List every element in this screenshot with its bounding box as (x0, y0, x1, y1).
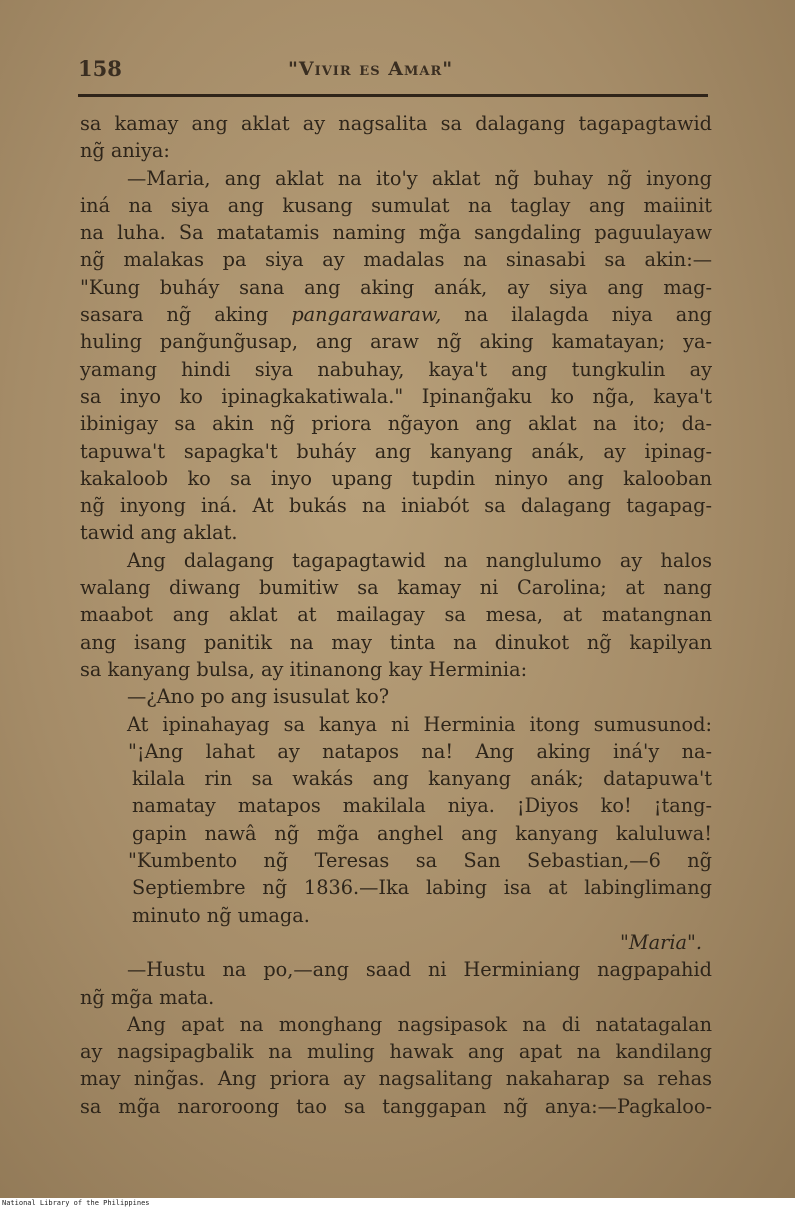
text-line: ng̃ malakas pa siya ay madalas na sinasabi sa akin:— (80, 248, 712, 272)
text-line: ng̃ mg̃a mata. (80, 985, 215, 1009)
letter-line: kilala rin sa wakás ang kanyang anák; datapuwa't (132, 767, 712, 791)
text-line: ng̃ inyong iná. At bukás na iniabót sa dalagang tagapag- (80, 494, 712, 518)
text-line-with-italic (80, 301, 712, 328)
letter-line: minuto ng̃ umaga. (132, 903, 310, 927)
text-line: Ang apat na monghang nagsipasok na di natatagalan (127, 1012, 712, 1036)
text-line: ng̃ aniya: (80, 139, 170, 163)
text-line: sa mg̃a naroroong tao sa tanggapan ng̃ anya:—Pagkaloo- (80, 1094, 712, 1118)
letter-line: gapin nawâ ng̃ mg̃a anghel ang kanyang kaluluwa! (132, 821, 712, 845)
page-header (78, 50, 718, 90)
text-line: na luha. Sa matatamis naming mg̃a sangdaling paguulayaw (80, 221, 712, 245)
letter-line: "¡Ang lahat ay natapos na! Ang aking iná'y na- (128, 739, 712, 763)
text-line: At ipinahayag sa kanya ni Herminia itong sumusunod: (127, 712, 712, 736)
letter-line: Septiembre ng̃ 1836.—Ika labing isa at labinglimang (132, 876, 712, 900)
letter-line: "Kumbento ng̃ Teresas sa San Sebastian,—6 ng̃ (128, 849, 712, 873)
page-number: 158 (78, 56, 122, 81)
text-line: —Maria, ang aklat na ito'y aklat ng̃ buhay ng̃ inyong (127, 166, 712, 190)
text-line: tapuwa't sapagka't buháy ang kanyang anák, ay ipinag- (80, 439, 712, 463)
text-line: sa kanyang bulsa, ay itinanong kay Herminia: (80, 657, 528, 681)
text-line: walang diwang bumitiw sa kamay ni Carolina; at nang (80, 576, 712, 600)
text-line: Ang dalagang tagapagtawid na nanglulumo ay halos (127, 548, 712, 572)
text-line: maabot ang aklat at mailagay sa mesa, at matangnan (80, 603, 712, 627)
footer-strip (0, 1198, 795, 1208)
text-line: sa kamay ang aklat ay nagsalita sa dalagang tagapagtawid (80, 112, 712, 135)
running-title: "Vivir es Amar" (288, 58, 454, 80)
text-line: tawid ang aklat. (80, 521, 238, 545)
library-credit: National Library of the Philippines (2, 1199, 150, 1207)
text-line: huling pang̃ung̃usap, ang araw ng̃ aking kamatayan; ya- (80, 330, 712, 354)
text-line: —Hustu na po,—ang saad ni Herminiang nagpapahid (127, 958, 712, 982)
text-line: sa inyo ko ipinagkakatiwala." Ipinang̃aku ko ng̃a, kaya't (80, 384, 712, 408)
letter-line: namatay matapos makilala niya. ¡Diyos ko! ¡tang- (132, 794, 712, 818)
line-segment: sasara ng̃ aking (80, 303, 269, 327)
header-rule (78, 94, 708, 97)
line-segment: na ilalagda niya ang (464, 303, 712, 327)
text-line: may ning̃as. Ang priora ay nagsalitang nakaharap sa rehas (80, 1067, 712, 1091)
text-line: yamang hindi siya nabuhay, kaya't ang tungkulin ay (80, 357, 712, 381)
text-line: ang isang panitik na may tinta na dinukot ng̃ kapilyan (80, 630, 712, 654)
italic-word: pangarawaraw, (291, 303, 442, 327)
text-line: —¿Ano po ang isusulat ko? (127, 685, 390, 709)
text-line: ibinigay sa akin ng̃ priora ng̃ayon ang aklat na ito; da- (80, 412, 712, 436)
text-line: "Kung buháy sana ang aking anák, ay siya ang mag- (80, 275, 712, 299)
text-line: ay nagsipagbalik na muling hawak ang apat na kandilang (80, 1040, 712, 1064)
body-text (80, 110, 712, 1120)
text-line: kakaloob ko sa inyo upang tupdin ninyo ang kalooban (80, 466, 712, 490)
letter-signature: "Maria". (620, 930, 702, 954)
text-line: iná na siya ang kusang sumulat na taglay ang maiinit (80, 193, 712, 217)
